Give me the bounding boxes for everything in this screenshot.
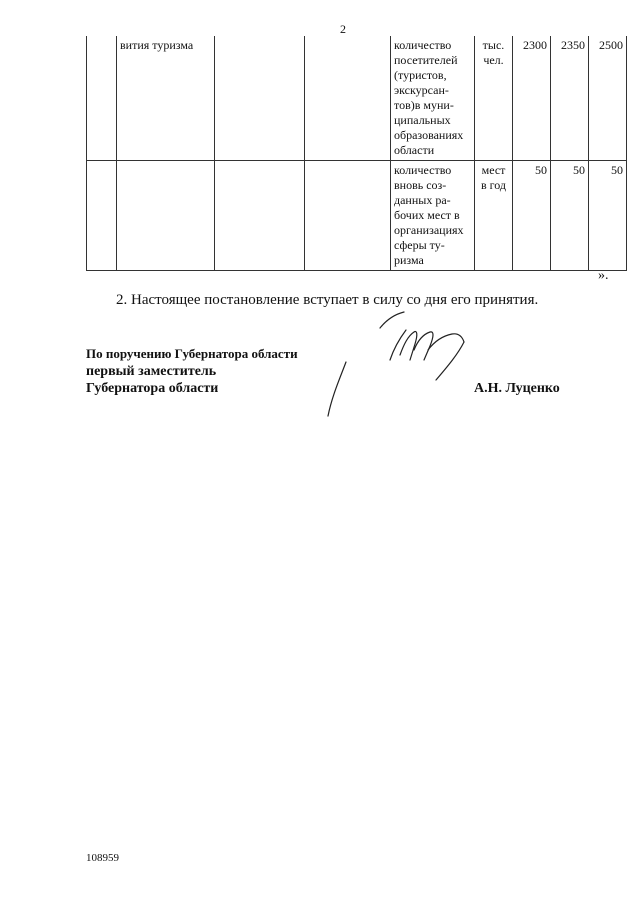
table-cell-unit: мест в год <box>475 161 513 271</box>
table-cell-empty <box>215 36 305 161</box>
table-cell-number <box>87 161 117 271</box>
signer-name: А.Н. Луценко <box>474 381 560 396</box>
table-row <box>87 36 627 161</box>
table-cell-empty <box>305 36 391 161</box>
table-row <box>87 161 627 271</box>
table-cell-value: 50 <box>551 161 589 271</box>
table-cell-value: 50 <box>513 161 551 271</box>
table-cell-value: 2300 <box>513 36 551 161</box>
clause-text: 2. Настоящее постановление вступает в силу со дня его принятия. <box>116 292 539 308</box>
table-cell-value: 2350 <box>551 36 589 161</box>
page-number: 2 <box>340 22 346 36</box>
table-cell-value: 50 <box>589 161 627 271</box>
document-code: 108959 <box>86 852 119 864</box>
indicators-table <box>86 36 627 271</box>
signature-line-instruction: По поручению Губернатора области <box>86 346 298 361</box>
table-cell-indicator: количество вновь соз-данных ра-бочих мест в организациях сферы ту-ризма <box>391 161 475 271</box>
table-cell-direction: вития туризма <box>117 36 215 161</box>
closing-quote: ». <box>598 268 609 283</box>
table-cell-empty <box>215 161 305 271</box>
table-cell-empty <box>117 161 215 271</box>
handwritten-signature <box>318 300 478 425</box>
table-cell-value: 2500 <box>589 36 627 161</box>
table-cell-indicator: количество посетителей (туристов, экскурсан-тов)в муни-ципальных образованиях области <box>391 36 475 161</box>
table-cell-unit: тыс. чел. <box>475 36 513 161</box>
table-cell-empty <box>305 161 391 271</box>
table-cell-number <box>87 36 117 161</box>
signature-line-office: Губернатора области <box>86 381 219 396</box>
signature-line-position: первый заместитель <box>86 364 217 379</box>
